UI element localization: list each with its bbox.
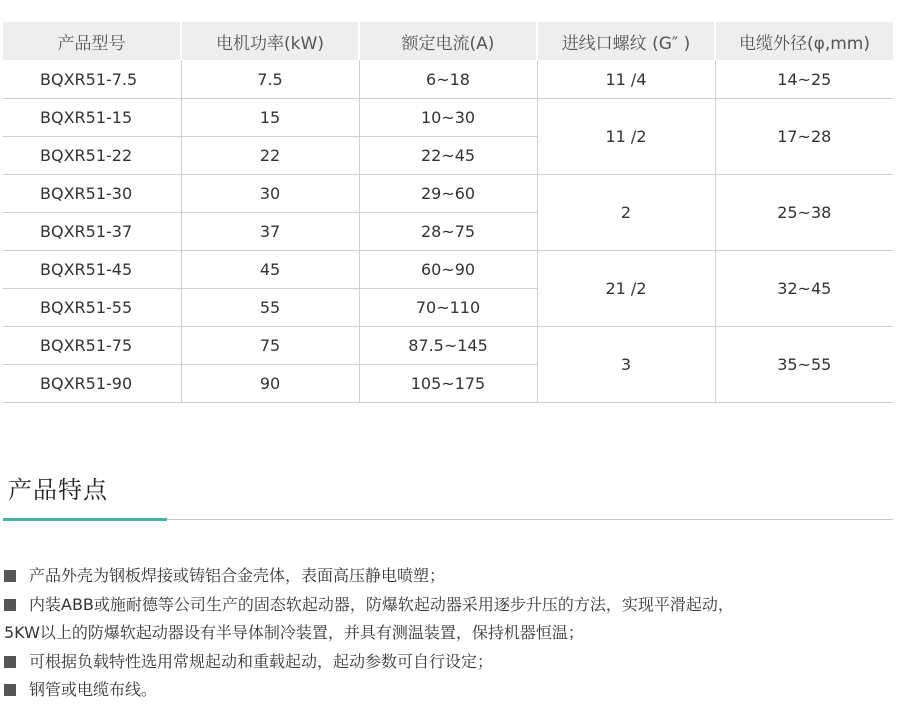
model-cell: BQXR51-37: [3, 213, 181, 251]
header-thread: 进线口螺纹 (G″ ): [537, 22, 715, 60]
square-bullet-icon: [4, 570, 16, 582]
model-cell: BQXR51-75: [3, 327, 181, 365]
current-cell: 22~45: [359, 137, 537, 175]
model-cell: BQXR51-7.5: [3, 60, 181, 99]
header-current: 额定电流(A): [359, 22, 537, 60]
feature-item: [4, 591, 896, 620]
feature-text: 钢管或电缆布线。: [29, 680, 158, 699]
thread-cell: 21 /2: [537, 251, 715, 327]
square-bullet-icon: [4, 684, 16, 696]
header-power: 电机功率(kW): [181, 22, 359, 60]
feature-text: 内装ABB或施耐德等公司生产的固态软起动器，防爆软起动器采用逐步升压的方法，实现平滑起动，: [29, 594, 734, 614]
power-cell: 55: [181, 289, 359, 327]
power-cell: 37: [181, 213, 359, 251]
current-cell: 87.5~145: [359, 327, 537, 365]
current-cell: 105~175: [359, 365, 537, 403]
power-cell: 30: [181, 175, 359, 213]
section-title: 产品特点: [8, 476, 108, 504]
table-row: [3, 99, 893, 137]
thread-cell: 11 /2: [537, 99, 715, 175]
thread-cell: 2: [537, 175, 715, 251]
feature-text: 5KW以上的防爆软起动器设有半导体制冷装置，并具有测温装置，保持机器恒温；: [4, 623, 584, 642]
cable-cell: 25~38: [715, 175, 893, 251]
spec-table: [3, 22, 893, 403]
model-cell: BQXR51-90: [3, 365, 181, 403]
table-header-row: [3, 22, 893, 60]
power-cell: 7.5: [181, 60, 359, 99]
model-cell: BQXR51-30: [3, 175, 181, 213]
model-cell: BQXR51-22: [3, 137, 181, 175]
current-cell: 28~75: [359, 213, 537, 251]
power-cell: 22: [181, 137, 359, 175]
thread-cell: 3: [537, 327, 715, 403]
table-row: [3, 175, 893, 213]
cable-cell: 32~45: [715, 251, 893, 327]
table-row: [3, 60, 893, 99]
current-cell: 70~110: [359, 289, 537, 327]
feature-item-continuation: [4, 619, 896, 648]
header-model: 产品型号: [3, 22, 181, 60]
table-row: [3, 251, 893, 289]
feature-item: [4, 676, 896, 705]
current-cell: 60~90: [359, 251, 537, 289]
feature-text: 可根据负载特性选用常规起动和重载起动，起动参数可自行设定；: [29, 651, 494, 671]
section-divider-accent: [3, 518, 167, 521]
thread-cell: 11 /4: [537, 60, 715, 99]
power-cell: 90: [181, 365, 359, 403]
current-cell: 10~30: [359, 99, 537, 137]
model-cell: BQXR51-15: [3, 99, 181, 137]
current-cell: 29~60: [359, 175, 537, 213]
power-cell: 15: [181, 99, 359, 137]
header-cable: 电缆外径(φ,mm): [715, 22, 893, 60]
square-bullet-icon: [4, 656, 16, 668]
power-cell: 45: [181, 251, 359, 289]
cable-cell: 35~55: [715, 327, 893, 403]
feature-list: [4, 562, 896, 705]
square-bullet-icon: [4, 599, 16, 611]
power-cell: 75: [181, 327, 359, 365]
model-cell: BQXR51-45: [3, 251, 181, 289]
current-cell: 6~18: [359, 60, 537, 99]
feature-item: [4, 648, 896, 677]
feature-text: 产品外壳为钢板焊接或铸铝合金壳体，表面高压静电喷塑；: [29, 566, 446, 585]
model-cell: BQXR51-55: [3, 289, 181, 327]
cable-cell: 14~25: [715, 60, 893, 99]
cable-cell: 17~28: [715, 99, 893, 175]
table-row: [3, 327, 893, 365]
feature-item: [4, 562, 896, 591]
